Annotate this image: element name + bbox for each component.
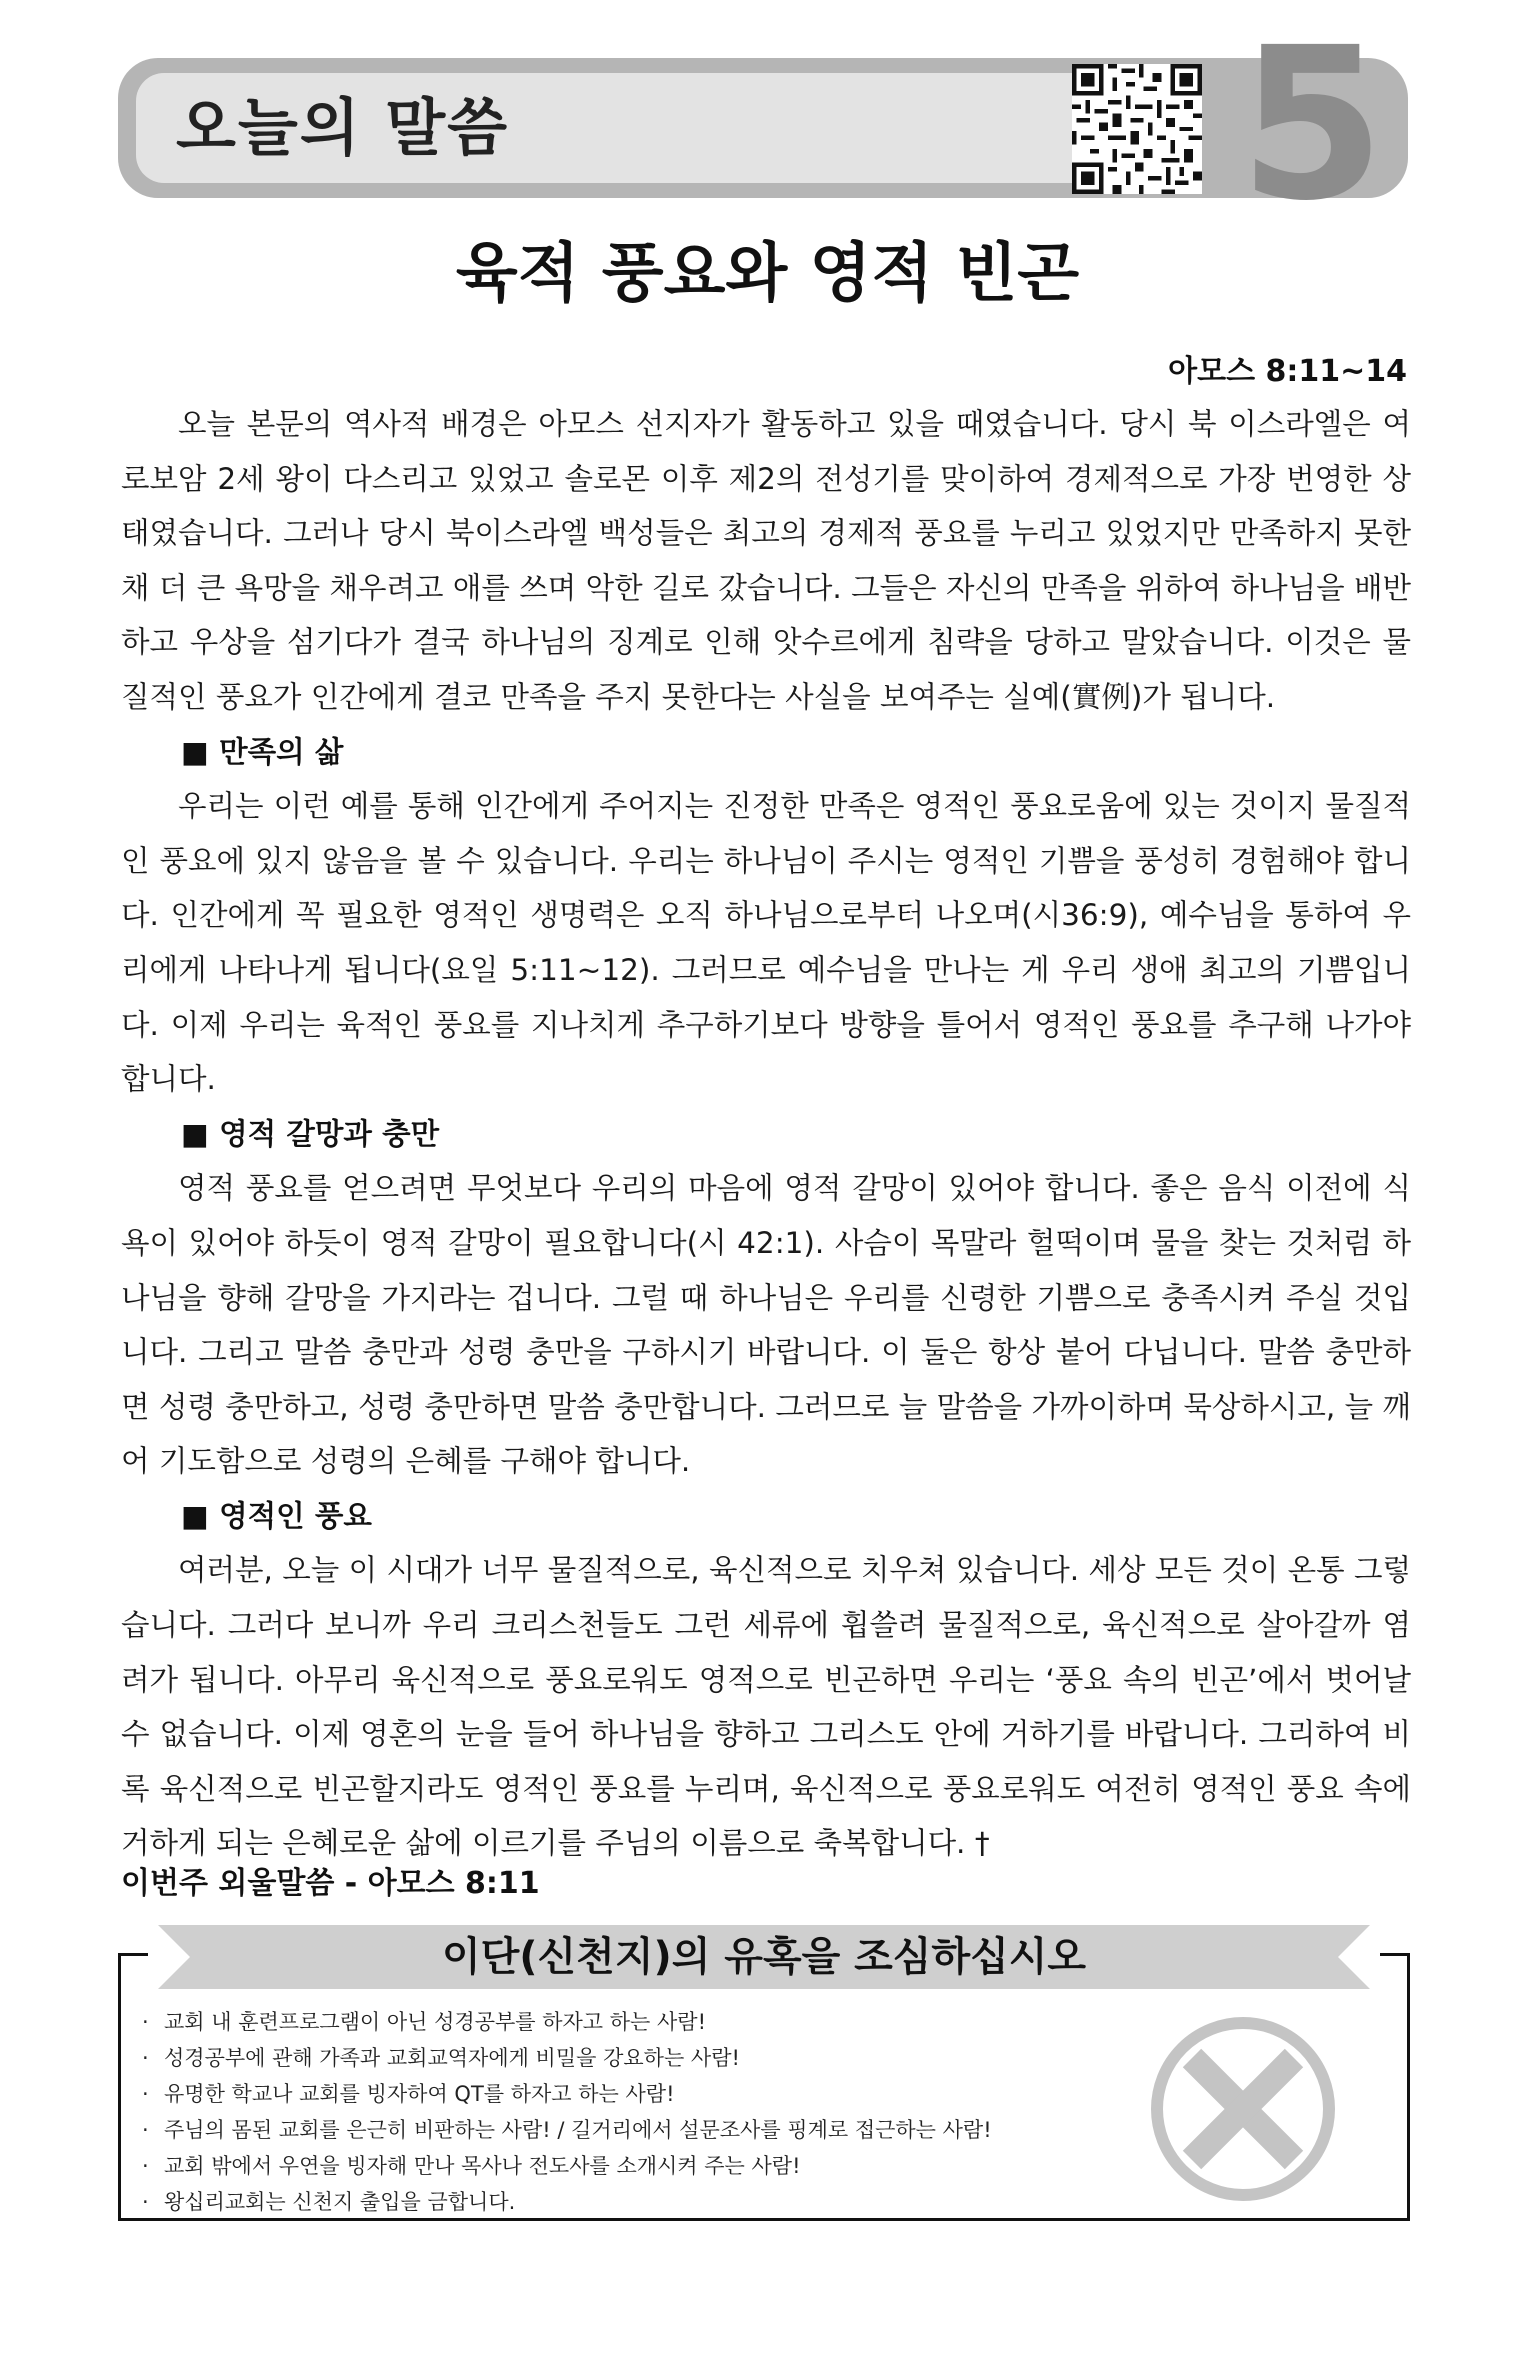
section-heading: ■ 영적인 풍요 (181, 1498, 372, 1533)
warning-list (138, 2004, 1118, 2220)
intro-paragraph: 오늘 본문의 역사적 배경은 아모스 선지자가 활동하고 있을 때였습니다. 당시 북 이스라엘은 여로보암 2세 왕이 다스리고 있었고 솔로몬 이후 제2의 전성기를 맞이하여 경제적으로 가장 번영한 상태였습니다. 그러나 당시 북이스라엘 백성들은 최고의 경제적 풍요를 누리고 있었지만 만족하지 못한 채 더 큰 욕망을 채우려고 애를 쓰며 악한 길로 갔습니다. 그들은 자신의 만족을 위하여 하나님을 배반하고 우상을 섬기다가 결국 하나님의 징계로 인해 앗수르에게 침략을 당하고 말았습니다. 이것은 물질적인 풍요가 인간에게 결코 만족을 주지 못한다는 사실을 보여주는 실예(實例)가 됩니다. (121, 407, 1411, 714)
page-header-title: 오늘의 말씀 (176, 91, 510, 164)
list-item (138, 2004, 1118, 2040)
section-paragraph: 영적 풍요를 얻으려면 무엇보다 우리의 마음에 영적 갈망이 있어야 합니다. 좋은 음식 이전에 식욕이 있어야 하듯이 영적 갈망이 필요합니다(시 42:1). 사슴이 목말라 헐떡이며 물을 찾는 것처럼 하나님을 향해 갈망을 가지라는 겁니다. 그럴 때 하나님은 우리를 신령한 기쁨으로 충족시켜 주실 것입니다. 그리고 말씀 충만과 성령 충만을 구하시기 바랍니다. 이 둘은 항상 붙어 다닙니다. 말씀 충만하면 성령 충만하고, 성령 충만하면 말씀 충만합니다. 그러므로 늘 말씀을 가까이하며 묵상하시고, 늘 깨어 기도함으로 성령의 은혜를 구해야 합니다. (121, 1171, 1411, 1479)
bullet: · (142, 2190, 149, 2214)
section-heading: ■ 만족의 삶 (181, 734, 344, 769)
list-item-text: 왕십리교회는 신천지 출입을 금합니다. (164, 2190, 516, 2214)
bullet: · (142, 2046, 149, 2070)
scripture-reference: 아모스 8:11~14 (1168, 354, 1407, 389)
bullet: · (142, 2082, 149, 2106)
list-item (138, 2148, 1118, 2184)
list-item (138, 2112, 1118, 2148)
sermon-title: 육적 풍요와 영적 빈곤 (455, 237, 1080, 311)
memory-verse: 이번주 외울말씀 - 아모스 8:11 (121, 1866, 540, 1901)
list-item-text: 교회 밖에서 우연을 빙자해 만나 목사나 전도사를 소개시켜 주는 사람! (164, 2154, 801, 2178)
warning-box-corner-tick (118, 1953, 121, 1973)
list-item (138, 2076, 1118, 2112)
warning-ribbon (158, 1925, 1370, 1989)
bullet: · (142, 2010, 149, 2034)
list-item-text: 교회 내 훈련프로그램이 아닌 성경공부를 하자고 하는 사람! (164, 2010, 707, 2034)
section-heading: ■ 영적 갈망과 충만 (181, 1116, 440, 1151)
warning-box-corner (118, 1953, 148, 1956)
list-item-text: 성경공부에 관해 가족과 교회교역자에게 비밀을 강요하는 사람! (164, 2046, 740, 2070)
bullet: · (142, 2118, 149, 2142)
qr-code-icon[interactable] (1072, 64, 1202, 194)
list-item-text: 유명한 학교나 교회를 빙자하여 QT를 하자고 하는 사람! (164, 2082, 675, 2106)
bullet: · (142, 2154, 149, 2178)
section-paragraph: 우리는 이런 예를 통해 인간에게 주어지는 진정한 만족은 영적인 풍요로움에 있는 것이지 물질적인 풍요에 있지 않음을 볼 수 있습니다. 우리는 하나님이 주시는 영적인 기쁨을 풍성히 경험해야 합니다. 인간에게 꼭 필요한 영적인 생명력은 오직 하나님으로부터 나오며(시36:9), 예수님을 통하여 우리에게 나타나게 됩니다(요일 5:11~12). 그러므로 예수님을 만나는 게 우리 생애 최고의 기쁨입니다. 이제 우리는 육적인 풍요를 지나치게 추구하기보다 방향을 틀어서 영적인 풍요를 추구해 나가야 합니다. (121, 789, 1411, 1097)
list-item-text: 주님의 몸된 교회를 은근히 비판하는 사람! / 길거리에서 설문조사를 핑계로 접근하는 사람! (164, 2118, 992, 2142)
warning-title: 이단(신천지)의 유혹을 조심하십시오 (441, 1934, 1086, 1980)
list-item (138, 2040, 1118, 2076)
issue-number: 5 (1238, 2, 1386, 247)
list-item (138, 2184, 1118, 2220)
sermon-body (121, 397, 1411, 1871)
x-mark-icon (1148, 2014, 1338, 2204)
section-paragraph: 여러분, 오늘 이 시대가 너무 물질적으로, 육신적으로 치우쳐 있습니다. 세상 모든 것이 온통 그렇습니다. 그러다 보니까 우리 크리스천들도 그런 세류에 휩쓸려 물질적으로, 육신적으로 살아갈까 염려가 됩니다. 아무리 육신적으로 풍요로워도 영적으로 빈곤하면 우리는 ‘풍요 속의 빈곤’에서 벗어날 수 없습니다. 이제 영혼의 눈을 들어 하나님을 향하고 그리스도 안에 거하기를 바랍니다. 그리하여 비록 육신적으로 빈곤할지라도 영적인 풍요를 누리며, 육신적으로 풍요로워도 여전히 영적인 풍요 속에 거하게 되는 은혜로운 삶에 이르기를 주님의 이름으로 축복합니다. † (121, 1553, 1411, 1861)
warning-box-corner (1380, 1953, 1410, 1956)
